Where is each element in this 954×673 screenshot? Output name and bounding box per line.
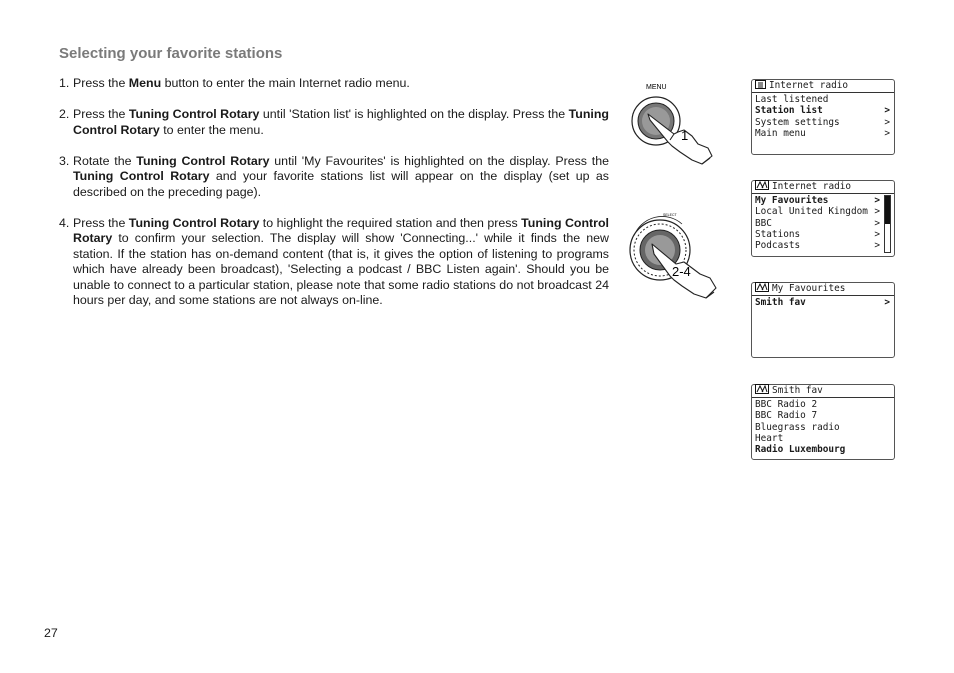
lcd-menu-item xyxy=(755,105,891,116)
page-number: 27 xyxy=(44,626,58,640)
lcd-menu-item xyxy=(755,206,891,217)
control-name: Tuning Control Rotary xyxy=(73,169,210,183)
chevron-right-icon: > xyxy=(874,240,880,252)
control-name: Menu xyxy=(128,76,162,90)
lcd-menu-item-label: Station list xyxy=(755,105,823,117)
lcd-screen-3 xyxy=(751,282,895,358)
menu-list-icon xyxy=(755,80,766,93)
section-heading: Selecting your favorite stations xyxy=(59,45,283,62)
lcd-screen-4 xyxy=(751,384,895,460)
lcd-menu-list xyxy=(752,194,894,251)
lcd-menu-item xyxy=(755,117,891,128)
step-text: to confirm your selection. The display will show 'Connecting...' while it finds the new station. If the station has on-demand content (that is, it gives the option of listening to programs which have already been broadcast), 'Selecting a podcast / BBC Listen again'. Should you be unable to connect to a particular station, please note that some radio stations do not broadcast 24 hours per day, and some stations are not always on-line. xyxy=(73,231,609,307)
lcd-screen-2 xyxy=(751,180,895,257)
control-name: Tuning Control Rotary xyxy=(73,215,609,245)
chevron-right-icon xyxy=(890,410,891,421)
step-number: 1. xyxy=(59,76,70,90)
lcd-title-bar xyxy=(752,181,894,194)
lcd-menu-list xyxy=(752,398,894,455)
lcd-menu-item-label: Bluegrass radio xyxy=(755,421,840,433)
lcd-menu-item xyxy=(755,195,891,206)
lcd-menu-item-label: BBC Radio 2 xyxy=(755,399,818,410)
lcd-menu-item xyxy=(755,399,891,410)
lcd-menu-item-label: System settings xyxy=(755,116,840,128)
lcd-menu-item-label: Main menu xyxy=(755,127,806,139)
step-1-label: 1 xyxy=(681,128,689,143)
lcd-scrollbar-thumb xyxy=(885,196,890,224)
lcd-menu-item-label: Last listened xyxy=(755,94,829,105)
lcd-menu-item-label: Stations xyxy=(755,228,801,240)
lcd-menu-item-label: Heart xyxy=(755,432,784,444)
chevron-right-icon xyxy=(890,444,891,455)
chevron-right-icon: > xyxy=(884,105,890,117)
lcd-title: Smith fav xyxy=(772,385,823,396)
lcd-menu-list xyxy=(752,93,894,139)
step-3 xyxy=(59,154,609,201)
lcd-menu-item-label: My Favourites xyxy=(755,195,829,206)
internet-radio-icon xyxy=(755,384,769,398)
step-text: Rotate the xyxy=(73,153,137,168)
chevron-right-icon: > xyxy=(884,116,890,128)
step-text: and your favorite stations list will appear on the display (set up as described on the preceding page). xyxy=(73,169,609,199)
control-name: Tuning Control Rotary xyxy=(128,107,260,121)
step-number: 4. xyxy=(59,215,70,230)
chevron-right-icon: > xyxy=(874,228,880,240)
step-2 xyxy=(59,107,609,138)
internet-radio-icon xyxy=(755,180,769,194)
lcd-menu-item xyxy=(755,240,891,251)
step-text: to enter the menu. xyxy=(159,122,264,137)
menu-button-label: MENU xyxy=(646,84,667,91)
chevron-right-icon: > xyxy=(884,127,890,139)
internet-radio-icon xyxy=(755,282,769,296)
lcd-menu-item-label: BBC xyxy=(755,217,772,229)
chevron-right-icon xyxy=(890,399,891,410)
step-text: until 'Station list' is highlighted on the display. Press the xyxy=(259,107,569,121)
lcd-title: Internet radio xyxy=(772,181,852,192)
lcd-menu-item xyxy=(755,422,891,433)
lcd-menu-item xyxy=(755,410,891,421)
chevron-right-icon: > xyxy=(884,297,890,308)
menu-button-illustration xyxy=(628,78,723,168)
lcd-menu-item-label: Radio Luxembourg xyxy=(755,444,846,456)
chevron-right-icon xyxy=(890,433,891,444)
lcd-menu-item xyxy=(755,128,891,139)
step-text: Press the xyxy=(73,107,129,121)
lcd-menu-item-label: Podcasts xyxy=(755,240,801,252)
chevron-right-icon: > xyxy=(874,217,880,229)
chevron-right-icon xyxy=(890,422,891,433)
control-name: Tuning Control Rotary xyxy=(73,107,609,137)
lcd-menu-item-label: Local United Kingdom xyxy=(755,206,868,218)
control-name: Tuning Control Rotary xyxy=(136,153,270,168)
tuning-rotary-illustration xyxy=(626,210,726,305)
control-name: Tuning Control Rotary xyxy=(128,215,260,230)
step-text: until 'My Favourites' is highlighted on the display. Press the xyxy=(269,153,609,168)
lcd-menu-item xyxy=(755,94,891,105)
lcd-menu-item-label: Smith fav xyxy=(755,297,806,308)
lcd-menu-item xyxy=(755,218,891,229)
lcd-title: Internet radio xyxy=(769,80,849,91)
lcd-title-bar xyxy=(752,283,894,296)
lcd-menu-item xyxy=(755,433,891,444)
lcd-title-bar xyxy=(752,385,894,398)
chevron-right-icon: > xyxy=(874,195,880,206)
lcd-menu-list xyxy=(752,296,894,308)
instruction-steps xyxy=(59,76,609,324)
lcd-scrollbar xyxy=(884,195,891,253)
step-4 xyxy=(59,216,609,309)
lcd-title: My Favourites xyxy=(772,283,846,294)
step-2-4-label: 2-4 xyxy=(672,264,691,279)
dial-select-label: SELECT xyxy=(663,213,677,217)
lcd-screen-1 xyxy=(751,79,895,155)
lcd-menu-item-label: BBC Radio 7 xyxy=(755,410,818,422)
lcd-menu-item xyxy=(755,297,891,308)
step-text: button to enter the main Internet radio menu. xyxy=(161,76,410,90)
lcd-title-bar xyxy=(752,80,894,93)
lcd-menu-item xyxy=(755,444,891,455)
chevron-right-icon xyxy=(890,94,891,105)
step-text: to highlight the required station and then press xyxy=(259,215,522,230)
step-number: 2. xyxy=(59,107,70,121)
step-text: Press the xyxy=(73,76,129,90)
chevron-right-icon: > xyxy=(874,206,880,218)
step-number: 3. xyxy=(59,153,70,168)
lcd-menu-item xyxy=(755,229,891,240)
step-text: Press the xyxy=(73,215,129,230)
step-1 xyxy=(59,76,609,92)
